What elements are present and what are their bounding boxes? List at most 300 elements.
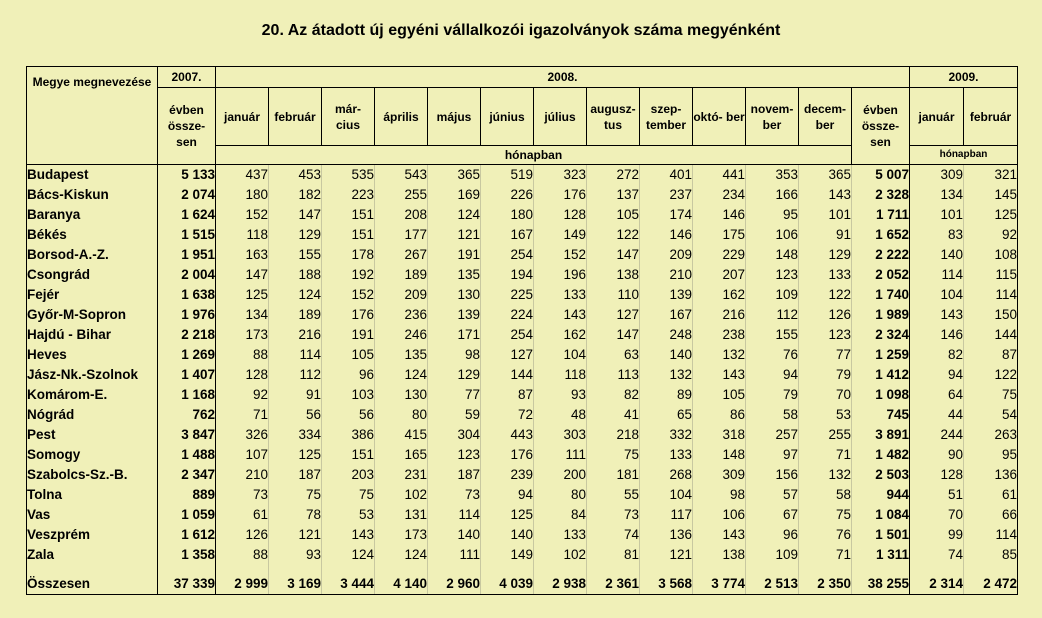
month-value: 140: [428, 525, 481, 545]
month-2009-value: 70: [910, 505, 964, 525]
month-value: 121: [269, 525, 322, 545]
month-value: 133: [534, 285, 587, 305]
month-header: már- cius: [322, 88, 375, 146]
month-value: 4 039: [481, 573, 534, 595]
month-value: 163: [216, 245, 269, 265]
month-value: 130: [428, 285, 481, 305]
month-value: 304: [428, 425, 481, 445]
total-2008: 1 259: [852, 345, 910, 365]
month-2009-value: 244: [910, 425, 964, 445]
total-row: [27, 573, 1018, 595]
month-value: 78: [269, 505, 322, 525]
spacer-cell: [216, 565, 269, 573]
county-name: Heves: [27, 345, 158, 365]
total-2008: 2 324: [852, 325, 910, 345]
month-value: 97: [746, 445, 799, 465]
spacer-cell: [481, 565, 534, 573]
table-row: [27, 345, 1018, 365]
month-value: 194: [481, 265, 534, 285]
month-value: 231: [375, 465, 428, 485]
month-value: 125: [269, 445, 322, 465]
month-value: 135: [428, 265, 481, 285]
month-2009-header: január: [910, 88, 964, 146]
county-name: Összesen: [27, 573, 158, 595]
month-value: 126: [799, 305, 852, 325]
month-value: 73: [587, 505, 640, 525]
month-value: 59: [428, 405, 481, 425]
month-value: 126: [216, 525, 269, 545]
month-value: 191: [428, 245, 481, 265]
month-value: 53: [322, 505, 375, 525]
month-value: 73: [428, 485, 481, 505]
month-value: 103: [322, 385, 375, 405]
month-value: 181: [587, 465, 640, 485]
total-2008: 1 989: [852, 305, 910, 325]
month-value: 132: [799, 465, 852, 485]
county-name: Fejér: [27, 285, 158, 305]
month-value: 129: [428, 365, 481, 385]
month-value: 48: [534, 405, 587, 425]
month-value: 125: [481, 505, 534, 525]
month-value: 128: [534, 205, 587, 225]
year-2008-header: 2008.: [216, 67, 910, 88]
month-2009-value: 144: [964, 325, 1018, 345]
month-value: 94: [481, 485, 534, 505]
month-value: 74: [587, 525, 640, 545]
month-value: 71: [799, 545, 852, 565]
month-value: 122: [587, 225, 640, 245]
month-value: 171: [428, 325, 481, 345]
month-2009-value: 75: [964, 385, 1018, 405]
month-value: 76: [799, 525, 852, 545]
month-value: 156: [746, 465, 799, 485]
spacer-cell: [428, 565, 481, 573]
month-value: 188: [269, 265, 322, 285]
month-value: 180: [216, 185, 269, 205]
month-value: 267: [375, 245, 428, 265]
month-value: 167: [481, 225, 534, 245]
spacer-row: [27, 565, 1018, 573]
total-2007: 889: [158, 485, 216, 505]
total-2007: 37 339: [158, 573, 216, 595]
month-value: 75: [269, 485, 322, 505]
month-value: 207: [693, 265, 746, 285]
spacer-cell: [375, 565, 428, 573]
month-value: 162: [534, 325, 587, 345]
month-header: június: [481, 88, 534, 146]
month-value: 70: [799, 385, 852, 405]
month-2009-value: 51: [910, 485, 964, 505]
spacer-cell: [640, 565, 693, 573]
month-2009-value: 263: [964, 425, 1018, 445]
table-row: [27, 505, 1018, 525]
total-2007: 1 612: [158, 525, 216, 545]
month-value: 89: [640, 385, 693, 405]
spacer-cell: [269, 565, 322, 573]
spacer-cell: [964, 565, 1018, 573]
month-value: 254: [481, 245, 534, 265]
month-2009-value: 125: [964, 205, 1018, 225]
month-2009-value: 83: [910, 225, 964, 245]
table-row: [27, 525, 1018, 545]
month-2009-value: 90: [910, 445, 964, 465]
total-2008: 1 098: [852, 385, 910, 405]
month-2009-value: 54: [964, 405, 1018, 425]
month-value: 175: [693, 225, 746, 245]
month-value: 143: [693, 365, 746, 385]
month-value: 248: [640, 325, 693, 345]
month-value: 236: [375, 305, 428, 325]
month-2009-value: 101: [910, 205, 964, 225]
month-value: 226: [481, 185, 534, 205]
month-value: 104: [534, 345, 587, 365]
month-2009-value: 2 314: [910, 573, 964, 595]
month-value: 79: [799, 365, 852, 385]
month-value: 166: [746, 185, 799, 205]
month-value: 112: [746, 305, 799, 325]
total-2007: 1 059: [158, 505, 216, 525]
month-value: 152: [216, 205, 269, 225]
month-value: 53: [799, 405, 852, 425]
month-value: 519: [481, 165, 534, 185]
month-value: 187: [428, 465, 481, 485]
month-value: 131: [375, 505, 428, 525]
month-value: 272: [587, 165, 640, 185]
month-2009-value: 309: [910, 165, 964, 185]
month-value: 174: [640, 205, 693, 225]
month-value: 173: [375, 525, 428, 545]
month-value: 111: [428, 545, 481, 565]
month-value: 133: [534, 525, 587, 545]
month-value: 173: [216, 325, 269, 345]
month-value: 117: [640, 505, 693, 525]
month-value: 105: [693, 385, 746, 405]
month-value: 187: [269, 465, 322, 485]
total-2007: 2 347: [158, 465, 216, 485]
table-row: [27, 165, 1018, 185]
month-value: 132: [693, 345, 746, 365]
table-row: [27, 305, 1018, 325]
month-value: 365: [799, 165, 852, 185]
month-value: 415: [375, 425, 428, 445]
month-value: 155: [746, 325, 799, 345]
month-2009-value: 2 472: [964, 573, 1018, 595]
month-value: 109: [746, 285, 799, 305]
month-value: 94: [746, 365, 799, 385]
month-value: 127: [481, 345, 534, 365]
month-value: 104: [640, 485, 693, 505]
month-value: 91: [799, 225, 852, 245]
total-2007: 1 976: [158, 305, 216, 325]
county-header: Megye megnevezése: [27, 67, 158, 165]
month-value: 2 999: [216, 573, 269, 595]
county-name: Zala: [27, 545, 158, 565]
month-value: 239: [481, 465, 534, 485]
month-value: 75: [322, 485, 375, 505]
month-value: 123: [428, 445, 481, 465]
spacer-cell: [746, 565, 799, 573]
month-value: 80: [534, 485, 587, 505]
page-title: 20. Az átadott új egyéni vállalkozói igazolványok száma megyénként: [261, 22, 781, 39]
county-name: Somogy: [27, 445, 158, 465]
month-value: 65: [640, 405, 693, 425]
month-value: 353: [746, 165, 799, 185]
total-2008: 1 652: [852, 225, 910, 245]
county-name: Borsod-A.-Z.: [27, 245, 158, 265]
month-value: 309: [693, 465, 746, 485]
total-2008: 2 328: [852, 185, 910, 205]
month-header: novem- ber: [746, 88, 799, 146]
table-row: [27, 245, 1018, 265]
month-value: 208: [375, 205, 428, 225]
month-header: július: [534, 88, 587, 146]
month-value: 80: [375, 405, 428, 425]
data-table: [26, 66, 1018, 595]
month-header: decem- ber: [799, 88, 852, 146]
month-value: 98: [693, 485, 746, 505]
month-value: 437: [216, 165, 269, 185]
county-name: Hajdú - Bihar: [27, 325, 158, 345]
month-value: 73: [216, 485, 269, 505]
month-header: január: [216, 88, 269, 146]
month-value: 209: [640, 245, 693, 265]
month-value: 146: [640, 225, 693, 245]
table-row: [27, 385, 1018, 405]
month-2009-value: 92: [964, 225, 1018, 245]
month-value: 2 960: [428, 573, 481, 595]
month-value: 216: [693, 305, 746, 325]
month-value: 441: [693, 165, 746, 185]
month-2009-value: 128: [910, 465, 964, 485]
month-value: 124: [269, 285, 322, 305]
table-row: [27, 205, 1018, 225]
total-2007: 1 358: [158, 545, 216, 565]
month-value: 255: [799, 425, 852, 445]
month-value: 254: [481, 325, 534, 345]
month-value: 318: [693, 425, 746, 445]
total-2007: 5 133: [158, 165, 216, 185]
total-2008: 1 412: [852, 365, 910, 385]
month-value: 88: [216, 545, 269, 565]
month-value: 105: [322, 345, 375, 365]
month-value: 148: [693, 445, 746, 465]
month-value: 303: [534, 425, 587, 445]
month-value: 216: [269, 325, 322, 345]
total-2007: 1 269: [158, 345, 216, 365]
month-value: 3 774: [693, 573, 746, 595]
month-value: 178: [322, 245, 375, 265]
month-value: 102: [534, 545, 587, 565]
month-value: 67: [746, 505, 799, 525]
month-value: 84: [534, 505, 587, 525]
month-value: 75: [799, 505, 852, 525]
month-value: 56: [269, 405, 322, 425]
month-value: 147: [587, 245, 640, 265]
month-value: 140: [481, 525, 534, 545]
total-2008: 38 255: [852, 573, 910, 595]
month-value: 87: [481, 385, 534, 405]
month-2009-value: 66: [964, 505, 1018, 525]
total-2008: 1 740: [852, 285, 910, 305]
month-value: 2 513: [746, 573, 799, 595]
total-2007: 1 638: [158, 285, 216, 305]
total-2007: 762: [158, 405, 216, 425]
month-value: 71: [799, 445, 852, 465]
month-value: 110: [587, 285, 640, 305]
month-value: 79: [746, 385, 799, 405]
month-value: 102: [375, 485, 428, 505]
total-2008: 2 222: [852, 245, 910, 265]
spacer-cell: [534, 565, 587, 573]
table-footer: [27, 573, 1018, 595]
month-value: 169: [428, 185, 481, 205]
month-value: 82: [587, 385, 640, 405]
total-2008: 2 503: [852, 465, 910, 485]
annual-2007-header: évben össze- sen: [158, 88, 216, 165]
month-2009-value: 94: [910, 365, 964, 385]
month-value: 3 568: [640, 573, 693, 595]
total-2008: 3 891: [852, 425, 910, 445]
total-2008: 5 007: [852, 165, 910, 185]
month-value: 95: [746, 205, 799, 225]
month-value: 61: [216, 505, 269, 525]
month-value: 132: [640, 365, 693, 385]
month-2009-value: 143: [910, 305, 964, 325]
month-value: 81: [587, 545, 640, 565]
month-value: 176: [534, 185, 587, 205]
month-value: 3 169: [269, 573, 322, 595]
table-row: [27, 185, 1018, 205]
month-value: 453: [269, 165, 322, 185]
total-2008: 2 052: [852, 265, 910, 285]
month-value: 91: [269, 385, 322, 405]
month-value: 401: [640, 165, 693, 185]
table-row: [27, 485, 1018, 505]
year-2009-header: 2009.: [910, 67, 1018, 88]
year-2007-header: 2007.: [158, 67, 216, 88]
month-value: 365: [428, 165, 481, 185]
month-header: április: [375, 88, 428, 146]
month-value: 192: [322, 265, 375, 285]
month-value: 2 350: [799, 573, 852, 595]
month-value: 123: [746, 265, 799, 285]
table-row: [27, 545, 1018, 565]
month-value: 133: [799, 265, 852, 285]
month-value: 101: [799, 205, 852, 225]
county-name: Tolna: [27, 485, 158, 505]
month-value: 334: [269, 425, 322, 445]
month-value: 223: [322, 185, 375, 205]
month-2009-value: 87: [964, 345, 1018, 365]
month-value: 58: [799, 485, 852, 505]
table-row: [27, 365, 1018, 385]
month-value: 129: [269, 225, 322, 245]
month-value: 151: [322, 445, 375, 465]
month-value: 135: [375, 345, 428, 365]
month-2009-value: 108: [964, 245, 1018, 265]
month-value: 180: [481, 205, 534, 225]
table-row: [27, 325, 1018, 345]
month-value: 151: [322, 225, 375, 245]
table-row: [27, 425, 1018, 445]
month-header: októ- ber: [693, 88, 746, 146]
month-value: 125: [216, 285, 269, 305]
month-value: 124: [375, 545, 428, 565]
month-2009-value: 115: [964, 265, 1018, 285]
month-value: 56: [322, 405, 375, 425]
county-name: Jász-Nk.-Szolnok: [27, 365, 158, 385]
month-value: 2 361: [587, 573, 640, 595]
month-value: 182: [269, 185, 322, 205]
month-value: 146: [693, 205, 746, 225]
month-value: 147: [587, 325, 640, 345]
month-value: 114: [269, 345, 322, 365]
month-value: 209: [375, 285, 428, 305]
month-value: 122: [799, 285, 852, 305]
month-value: 246: [375, 325, 428, 345]
month-value: 326: [216, 425, 269, 445]
table-body: [27, 165, 1018, 573]
table-row: [27, 285, 1018, 305]
month-value: 92: [216, 385, 269, 405]
month-value: 167: [640, 305, 693, 325]
total-2008: 1 482: [852, 445, 910, 465]
total-2008: 1 311: [852, 545, 910, 565]
month-2009-header: február: [964, 88, 1018, 146]
month-value: 143: [322, 525, 375, 545]
month-2009-value: 114: [964, 525, 1018, 545]
month-value: 41: [587, 405, 640, 425]
month-2009-value: 140: [910, 245, 964, 265]
total-2007: 2 004: [158, 265, 216, 285]
month-value: 257: [746, 425, 799, 445]
month-2009-value: 145: [964, 185, 1018, 205]
month-value: 124: [428, 205, 481, 225]
month-value: 143: [799, 185, 852, 205]
month-value: 443: [481, 425, 534, 445]
month-2009-value: 82: [910, 345, 964, 365]
month-2009-value: 85: [964, 545, 1018, 565]
month-value: 3 444: [322, 573, 375, 595]
spacer-cell: [852, 565, 910, 573]
month-value: 106: [693, 505, 746, 525]
month-value: 96: [322, 365, 375, 385]
total-2008: 1 711: [852, 205, 910, 225]
month-value: 535: [322, 165, 375, 185]
month-value: 55: [587, 485, 640, 505]
monthly-2008-header: hónapban: [216, 146, 852, 165]
county-name: Baranya: [27, 205, 158, 225]
month-value: 138: [587, 265, 640, 285]
month-value: 196: [534, 265, 587, 285]
month-value: 121: [428, 225, 481, 245]
total-2007: 1 168: [158, 385, 216, 405]
month-header: szep- tember: [640, 88, 693, 146]
table-row: [27, 405, 1018, 425]
county-name: Szabolcs-Sz.-B.: [27, 465, 158, 485]
month-value: 323: [534, 165, 587, 185]
month-value: 130: [375, 385, 428, 405]
county-name: Bács-Kiskun: [27, 185, 158, 205]
month-2009-value: 146: [910, 325, 964, 345]
month-value: 2 938: [534, 573, 587, 595]
month-value: 121: [640, 545, 693, 565]
month-value: 111: [534, 445, 587, 465]
month-2009-value: 104: [910, 285, 964, 305]
county-name: Komárom-E.: [27, 385, 158, 405]
total-2008: 1 501: [852, 525, 910, 545]
spacer-cell: [158, 565, 216, 573]
